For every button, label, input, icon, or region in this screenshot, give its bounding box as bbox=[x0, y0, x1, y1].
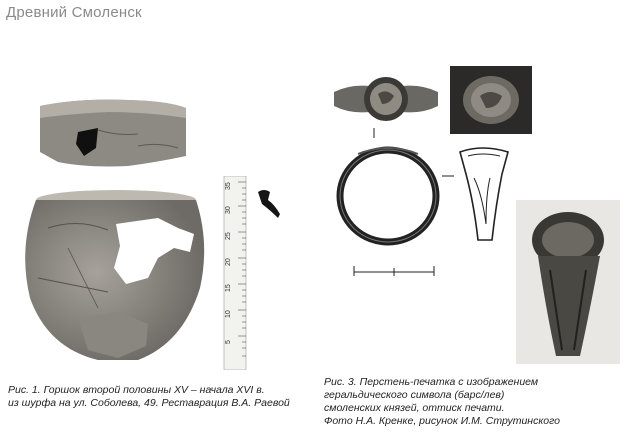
ruler-number: 35 bbox=[225, 182, 232, 190]
restored-pot-photo bbox=[8, 188, 214, 364]
caption-line: Фото Н.А. Кренке, рисунок И.М. Струтинского bbox=[324, 415, 561, 427]
ring-perspective-photo bbox=[516, 200, 620, 364]
scale-bar bbox=[352, 266, 436, 278]
caption-line: смоленских князей, оттиск печати. bbox=[324, 402, 505, 414]
ring-front-drawing bbox=[334, 142, 442, 246]
page-header: Древний Смоленск bbox=[6, 4, 142, 21]
ruler-number: 5 bbox=[225, 340, 232, 344]
ring-side-drawing bbox=[452, 144, 516, 248]
caption-line: геральдического символа (барс/лев) bbox=[324, 389, 505, 401]
rim-profile-drawing bbox=[254, 188, 286, 222]
seal-impression-photo bbox=[450, 66, 532, 134]
caption-line: Рис. 1. Горшок второй половины XV – начала XVI в. bbox=[8, 384, 265, 396]
figure3-caption bbox=[324, 376, 560, 428]
ruler-number: 10 bbox=[225, 310, 232, 318]
caption-line: из шурфа на ул. Соболева, 49. Реставрация В.А. Раевой bbox=[8, 397, 290, 409]
pot-fragment-photo bbox=[38, 96, 188, 170]
ruler-number: 20 bbox=[225, 258, 232, 266]
caption-line: Рис. 3. Перстень-печатка с изображением bbox=[324, 376, 539, 388]
ruler-number: 30 bbox=[225, 206, 232, 214]
ruler-number: 15 bbox=[225, 284, 232, 292]
figure1-caption bbox=[8, 384, 290, 410]
ruler-number: 25 bbox=[225, 232, 232, 240]
measuring-ruler bbox=[222, 176, 248, 370]
